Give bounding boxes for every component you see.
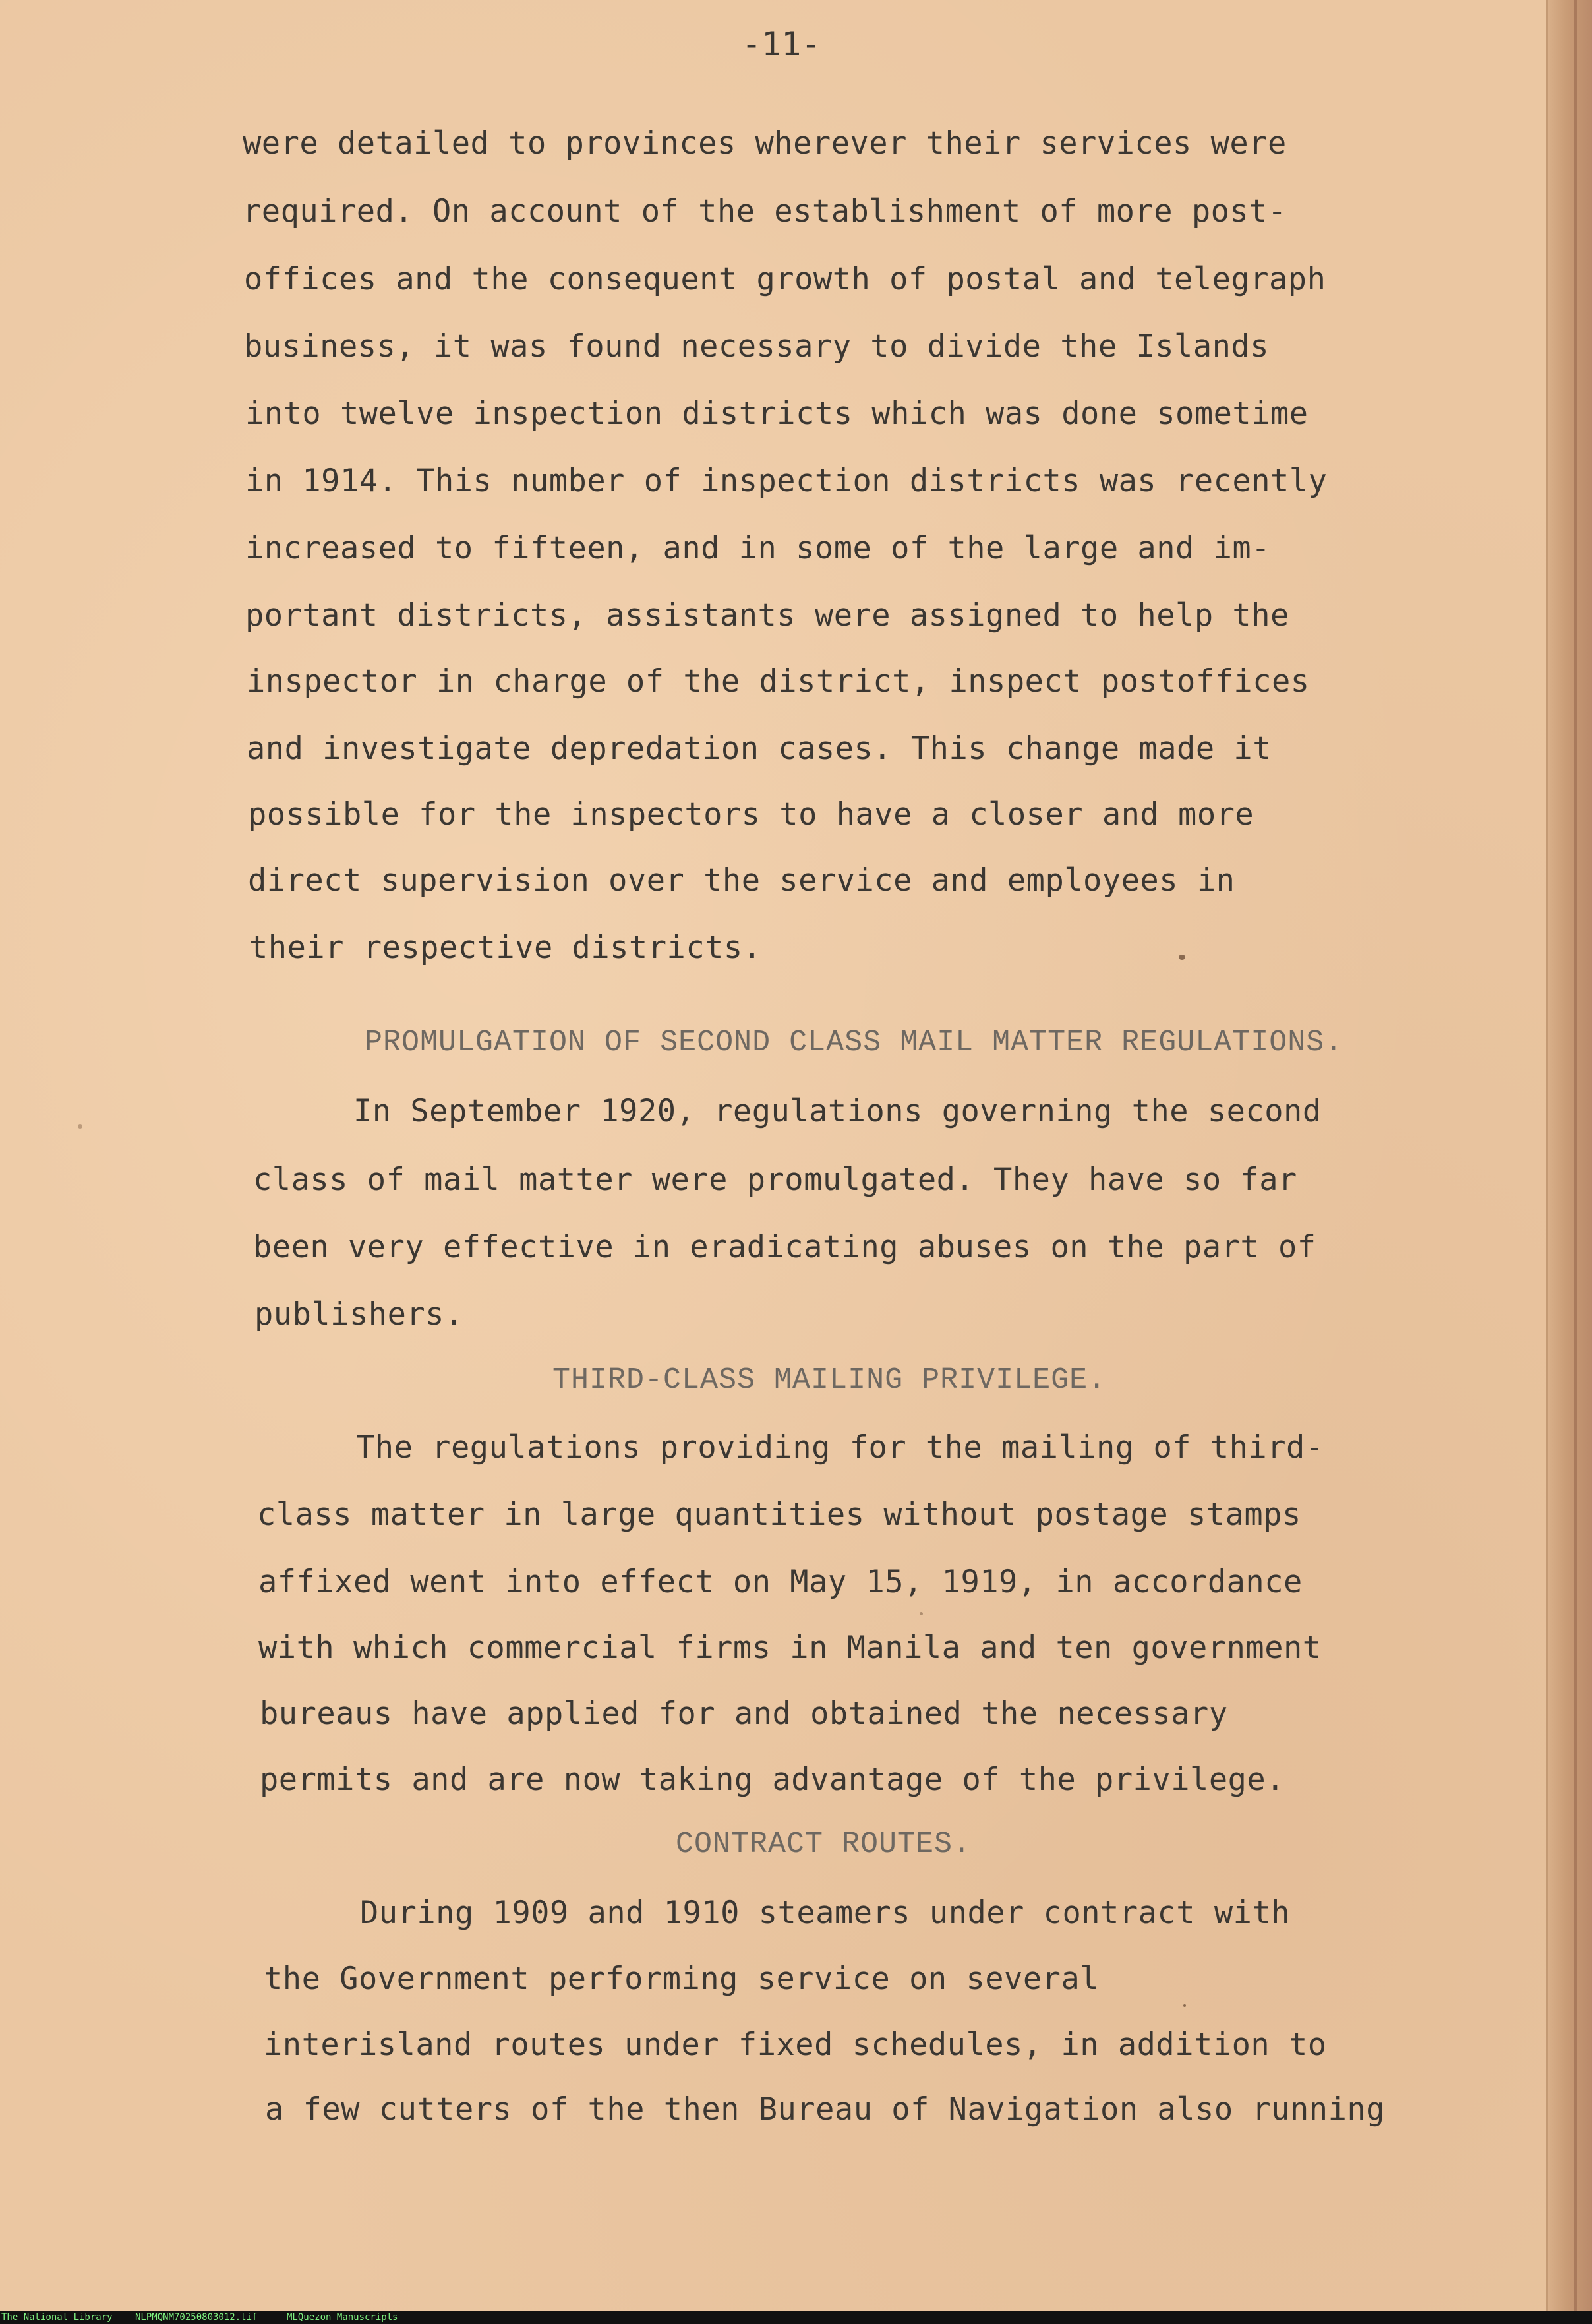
section-heading: CONTRACT ROUTES.	[676, 1828, 972, 1861]
paper-speck	[1179, 955, 1185, 960]
text-line: a few cutters of the then Bureau of Navigation also running	[265, 2091, 1385, 2128]
text-line: possible for the inspectors to have a closer and more	[248, 796, 1254, 833]
text-line: In September 1920, regulations governing the second	[353, 1093, 1322, 1129]
text-line: publishers.	[254, 1296, 463, 1332]
text-line: were detailed to provinces wherever their services were	[243, 125, 1287, 162]
text-line: into twelve inspection districts which was done sometime	[245, 396, 1309, 432]
text-line: in 1914. This number of inspection districts was recently	[245, 463, 1328, 499]
text-line: inspector in charge of the district, inspect postoffices	[247, 663, 1310, 700]
scan-footer-bar	[0, 2311, 1592, 2324]
text-line: class matter in large quantities without postage stamps	[257, 1497, 1301, 1533]
text-line: increased to fifteen, and in some of the large and im-	[245, 530, 1271, 566]
text-line: portant districts, assistants were assigned to help the	[245, 597, 1289, 634]
page-number: -11-	[742, 25, 821, 63]
paper-speck	[1183, 2004, 1186, 2007]
footer-library-name: The National Library	[1, 2312, 113, 2323]
text-line: bureaus have applied for and obtained the necessary	[260, 1696, 1228, 1732]
paper-speck	[78, 1124, 82, 1129]
text-line: permits and are now taking advantage of the privilege.	[260, 1762, 1285, 1798]
paper-speck	[920, 1612, 923, 1615]
text-line: During 1909 and 1910 steamers under contract with	[360, 1895, 1291, 1931]
text-line: interisland routes under fixed schedules, in addition to	[264, 2027, 1327, 2063]
section-heading: PROMULGATION OF SECOND CLASS MAIL MATTER REGULATIONS.	[365, 1026, 1343, 1059]
text-line: The regulations providing for the mailing of third-	[356, 1429, 1324, 1466]
text-line: and investigate depredation cases. This change made it	[247, 730, 1272, 767]
text-line: the Government performing service on several	[264, 1961, 1100, 1997]
text-line: with which commercial firms in Manila and ten government	[258, 1630, 1322, 1666]
text-line: been very effective in eradicating abuses on the part of	[253, 1229, 1316, 1265]
text-line: required. On account of the establishment of more post-	[243, 193, 1287, 229]
footer-file-id: NLPMQNM70250803012.tif	[135, 2312, 258, 2323]
text-line: offices and the consequent growth of postal and telegraph	[244, 261, 1326, 297]
section-heading: THIRD-CLASS MAILING PRIVILEGE.	[552, 1363, 1107, 1397]
text-line: their respective districts.	[249, 930, 762, 966]
text-line: direct supervision over the service and employees in	[248, 862, 1235, 899]
text-line: class of mail matter were promulgated. They have so far	[253, 1162, 1297, 1198]
text-line: business, it was found necessary to divide the Islands	[244, 328, 1270, 365]
footer-collection: MLQuezon Manuscripts	[287, 2312, 398, 2323]
page-binding-edge	[1546, 0, 1592, 2311]
text-line: affixed went into effect on May 15, 1919, in accordance	[258, 1564, 1303, 1600]
binding-fold-line	[1574, 0, 1577, 2311]
